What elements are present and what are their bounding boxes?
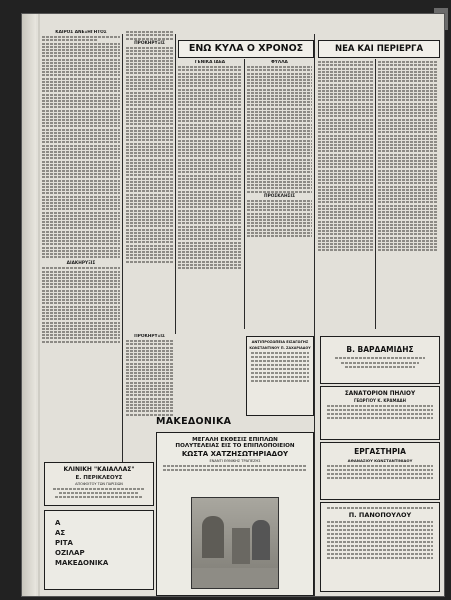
exhibition-line-one: ΜΕΓΑΛΗ ΕΚΘΕΣΙΣ ΕΠΙΠΛΩΝ xyxy=(192,437,278,443)
laboratory-advertisement xyxy=(320,442,440,500)
laboratory-title: ΕΡΓΑΣΤΗΡΙΑ xyxy=(354,447,406,456)
exhibition-line-two: ΠΟΛΥΤΕΛΕΙΑΣ ΕΙΣ ΤΟ ΕΠΙΠΛΟΠΟΙΕΙΟΝ xyxy=(175,443,295,449)
import-agency-name: ΚΩΝΣΤΑΝΤΙΝΟΥ Π. ΖΑΧΑΡΙΑΔΟΥ xyxy=(249,346,311,350)
invitation-heading: ΠΡΟΣΚΛΗΣΙΣ xyxy=(263,193,296,199)
column-rule xyxy=(244,59,245,329)
column-two xyxy=(126,30,173,330)
column-rule xyxy=(375,59,376,329)
proclamation-heading: ΠΡΟΚΗΡΥΞΙΣ xyxy=(134,40,165,46)
leaves-heading: ΦΥΛΛΑ xyxy=(271,60,288,65)
column-rule xyxy=(122,34,123,474)
column-rule xyxy=(175,34,176,334)
promo-word-ozilar: ΟΖΙΛΑΡ xyxy=(55,549,85,557)
column-one-heading: ΚΑΙΡΟΣ ΑΝΕΞΗΓΗΤΟΣ xyxy=(55,30,107,35)
masthead-center-banner: ΕΝΩ ΚΥΛΑ Ο ΧΡΟΝΟΣ xyxy=(178,40,314,58)
import-agency-heading: ΑΝΤΙΠΡΟΣΩΠΕΙΑ ΕΙΣΑΓΩΓΗΣ xyxy=(251,340,309,344)
sanatorium-advertisement xyxy=(320,386,440,440)
column-rule xyxy=(314,34,315,596)
proclamation-heading-two: ΠΡΟΚΗΡΥΞΙΣ xyxy=(134,334,165,339)
promo-word-as: ΑΣ xyxy=(55,529,66,537)
panopoulos-name: Π. ΠΑΝΟΠΟΥΛΟΥ xyxy=(348,511,412,519)
clinic-doctor-name: Ε. ΠΕΡΙΚΛΕΟΥΣ xyxy=(75,475,123,481)
masthead-right-banner: ΝΕΑ ΚΑΙ ΠΕΡΙΕΡΓΑ xyxy=(318,40,440,58)
sanatorium-subtitle: ΓΕΩΡΓΙΟΥ Κ. ΚΡΑΜΑΔΗ xyxy=(354,398,406,403)
clinic-title: ΚΛΙΝΙΚΗ "ΚΑΙΑΛΛΑΣ" xyxy=(63,466,135,473)
column-three xyxy=(178,60,242,330)
newspaper-page xyxy=(22,14,444,596)
vardamidis-name: Β. ΒΑΡΔΑΜΙΔΗΣ xyxy=(346,345,414,354)
exhibition-location: ΕΝΑΝΤΙ ΕΘΝΙΚΗΣ ΤΡΑΠΕΖΗΣ xyxy=(209,459,261,463)
general-idea-heading: ΓΕΝΙΚΑ ΙΔΕΑ xyxy=(194,60,226,65)
column-four xyxy=(247,60,312,330)
sanatorium-title: ΣΑΝΑΤΟΡΙΟΝ ΠΗΛΙΟΥ xyxy=(344,391,416,397)
clinic-credential: ΑΠΟΦΟΙΤΟΥ ΤΩΝ ΠΑΡΙΣΙΩΝ xyxy=(75,482,123,486)
column-five xyxy=(318,60,373,330)
binding-strip xyxy=(22,14,36,596)
promo-letter: Α xyxy=(55,519,61,527)
furniture-photo xyxy=(191,497,279,589)
panopoulos-advertisement xyxy=(320,502,440,592)
column-one xyxy=(42,30,120,470)
promo-advertisement xyxy=(44,510,154,590)
vardamidis-advertisement xyxy=(320,336,440,384)
makedonika-heading: ΜΑΚΕΔΟΝΙΚΑ xyxy=(156,416,232,427)
declaration-heading: ΔΙΑΚΗΡΥΞΙΣ xyxy=(66,261,96,267)
furniture-exhibition-advertisement xyxy=(156,432,314,596)
import-agency-advertisement xyxy=(246,336,314,416)
column-six xyxy=(378,60,438,330)
laboratory-owner: ΑΘΑΝΑΣΙΟΥ ΚΩΝΣΤΑΝΤΙΝΙΔΟΥ xyxy=(347,458,413,463)
exhibition-owner-name: ΚΩΣΤΑ ΧΑΤΖΗΣΩΤΗΡΙΑΔΟΥ xyxy=(181,450,289,458)
clinic-advertisement xyxy=(44,462,154,506)
promo-word-rita: ΡΙΤΑ xyxy=(55,539,73,547)
promo-word-makedonika: ΜΑΚΕΔΟΝΙΚΑ xyxy=(55,559,109,567)
fold-line xyxy=(38,14,40,596)
